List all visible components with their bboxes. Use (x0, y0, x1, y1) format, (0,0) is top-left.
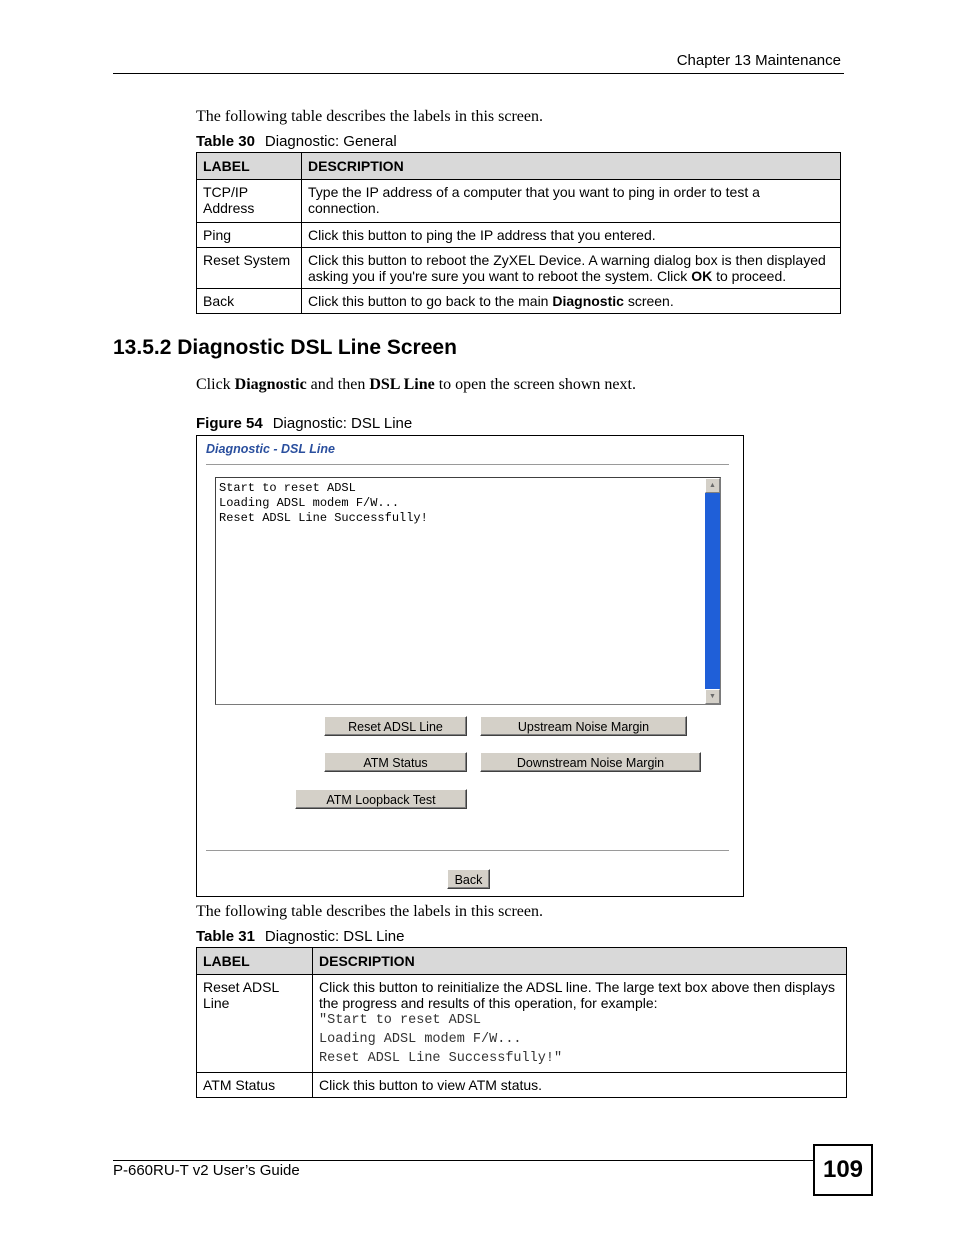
chapter-header: Chapter 13 Maintenance (676, 52, 841, 69)
code-line: Loading ADSL modem F/W... (319, 1032, 522, 1047)
upstream-noise-margin-button[interactable]: Upstream Noise Margin (480, 716, 687, 736)
table30-caption-title: Diagnostic: General (264, 133, 397, 150)
col-label-header: LABEL (197, 948, 313, 975)
table30-caption-number: Table 30 (196, 133, 255, 150)
screen-title: Diagnostic - DSL Line (206, 442, 335, 456)
footer-rule (113, 1160, 813, 1161)
title-divider (206, 464, 729, 466)
textarea-scrollbar[interactable] (705, 478, 720, 704)
reset-adsl-line-button[interactable]: Reset ADSL Line (324, 716, 467, 736)
row-label: TCP/IP Address (197, 180, 302, 223)
dsl-line-screen (196, 435, 744, 897)
downstream-noise-margin-button[interactable]: Downstream Noise Margin (480, 752, 701, 772)
header-rule (113, 73, 844, 74)
table30-caption (196, 133, 397, 150)
intro-paragraph: The following table describes the labels in this screen. (196, 108, 544, 125)
row-description: Click this button to reboot the ZyXEL Device. A warning dialog box is then displayed asking you if you're sure you want to reboot the system. Click OK to proceed. (302, 248, 841, 289)
table-row (197, 223, 841, 248)
log-text: Start to reset ADSL Loading ADSL modem F/W... Reset ADSL Line Successfully! (219, 481, 428, 525)
scroll-down-arrow-icon[interactable]: ▼ (705, 689, 720, 704)
row-label: Reset ADSL Line (197, 975, 313, 1073)
table-row (197, 289, 841, 314)
col-label-header: LABEL (197, 153, 302, 180)
table-row (197, 1073, 847, 1098)
table-header-row (197, 153, 841, 180)
section-heading: 13.5.2 Diagnostic DSL Line Screen (113, 336, 457, 359)
row-description: Type the IP address of a computer that you want to ping in order to test a connection. (302, 180, 841, 223)
table-header-row (197, 948, 847, 975)
figure54-caption-number: Figure 54 (196, 415, 263, 432)
row-description: Click this button to ping the IP address that you entered. (302, 223, 841, 248)
row-description: Click this button to view ATM status. (313, 1073, 847, 1098)
row-label: Back (197, 289, 302, 314)
figure54-caption-title: Diagnostic: DSL Line (272, 415, 413, 432)
row-label: Reset System (197, 248, 302, 289)
atm-loopback-test-button[interactable]: ATM Loopback Test (295, 789, 467, 809)
table-row (197, 180, 841, 223)
row-description: Click this button to reinitialize the ADSL line. The large text box above then displays the progress and results of this operation, for example: "Start to reset ADSL Loading ADSL modem F/W... Reset ADSL Line Successfully!" (313, 975, 847, 1073)
table-row (197, 975, 847, 1073)
intro2-paragraph: Click Diagnostic and then DSL Line to open the screen shown next. (196, 376, 636, 393)
row-description: Click this button to go back to the main Diagnostic screen. (302, 289, 841, 314)
bottom-divider (206, 850, 729, 852)
figure54-caption (196, 415, 412, 432)
table30 (196, 152, 841, 314)
scroll-up-arrow-icon[interactable]: ▲ (705, 478, 720, 493)
col-description-header: DESCRIPTION (302, 153, 841, 180)
page-number: 109 (813, 1144, 873, 1196)
row-label: ATM Status (197, 1073, 313, 1098)
intro3-paragraph: The following table describes the labels in this screen. (196, 903, 544, 920)
table31-caption-title: Diagnostic: DSL Line (264, 928, 405, 945)
back-button[interactable]: Back (447, 869, 490, 889)
table31-caption-number: Table 31 (196, 928, 255, 945)
table31 (196, 947, 847, 1098)
guide-title: P-660RU-T v2 User’s Guide (113, 1162, 300, 1179)
atm-status-button[interactable]: ATM Status (324, 752, 467, 772)
table-row (197, 248, 841, 289)
log-textarea[interactable] (215, 477, 721, 705)
row-label: Ping (197, 223, 302, 248)
code-line: "Start to reset ADSL (319, 1013, 482, 1028)
table31-caption (196, 928, 404, 945)
col-description-header: DESCRIPTION (313, 948, 847, 975)
code-line: Reset ADSL Line Successfully!" (319, 1051, 563, 1066)
